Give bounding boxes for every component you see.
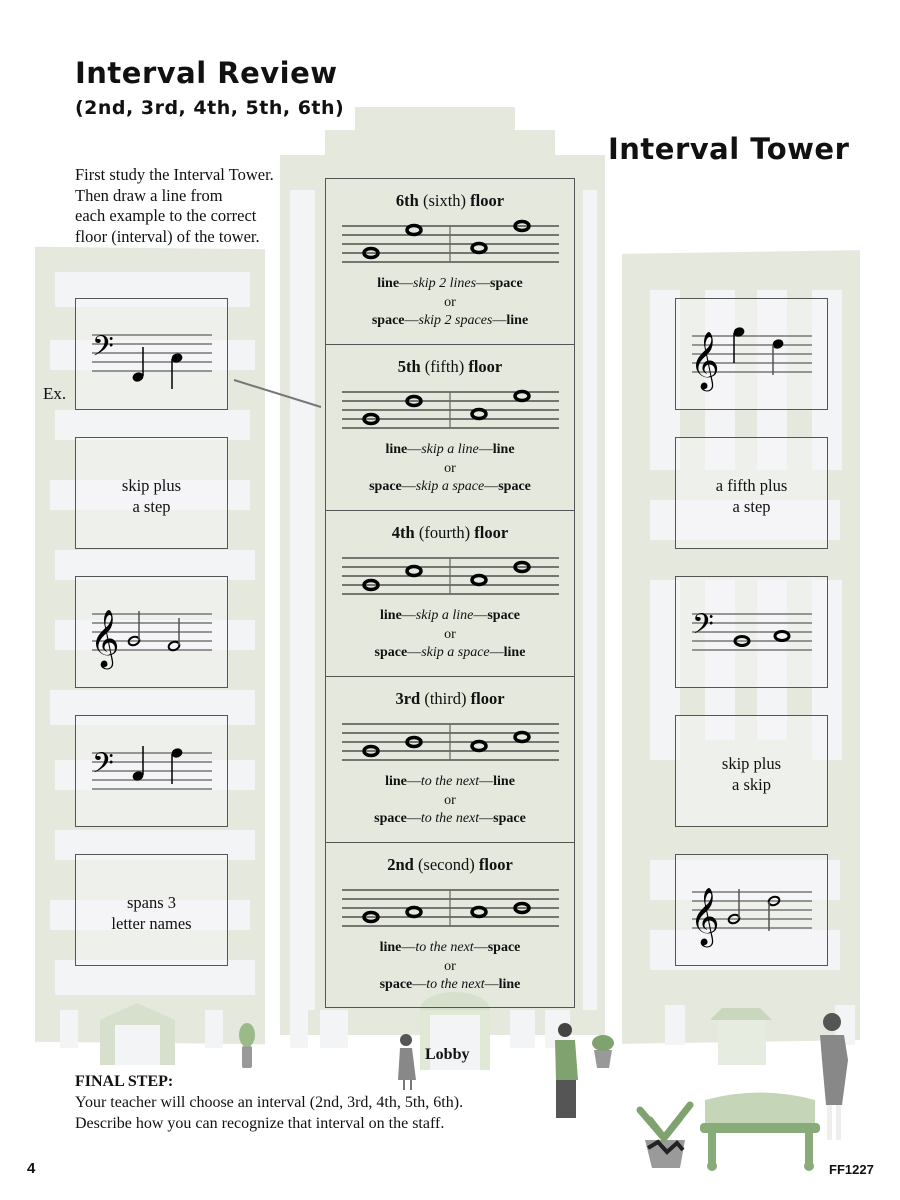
instruction-line: floor (interval) of the tower.: [75, 226, 260, 246]
floor-description: line—skip a line—space or space—skip a space—line: [374, 608, 526, 660]
box-text: a fifth plus: [715, 476, 788, 495]
svg-text:𝄞: 𝄞: [690, 331, 720, 389]
svg-text:𝄢: 𝄢: [92, 330, 114, 370]
box-text: spans 3: [126, 893, 177, 912]
floor-description: line—skip 2 lines—space or space—skip 2 spaces—line: [371, 276, 529, 328]
example-box-left-4[interactable]: [75, 715, 228, 827]
floor-5th[interactable]: [326, 345, 574, 511]
tower-title: Interval Tower: [608, 132, 850, 166]
treble-staff-icon: [676, 855, 829, 967]
example-box-right-3[interactable]: [675, 576, 828, 688]
page-title: Interval Review: [75, 56, 338, 90]
bass-staff-icon: [76, 299, 229, 411]
example-box-right-1[interactable]: [675, 298, 828, 410]
floor-2nd[interactable]: [326, 843, 574, 1009]
floor-description: line—skip a line—line or space—skip a space—space: [369, 442, 531, 494]
floor-3rd[interactable]: [326, 677, 574, 843]
instruction-line: First study the Interval Tower.: [75, 165, 274, 184]
svg-text:𝄞: 𝄞: [90, 609, 120, 667]
box-text: skip plus: [121, 476, 182, 495]
interval-tower: [325, 178, 575, 1008]
example-label: Ex.: [43, 384, 67, 403]
example-box-right-4[interactable]: [675, 715, 828, 827]
bass-staff-icon: [76, 716, 229, 828]
treble-staff-icon: [676, 299, 829, 411]
example-box-left-1[interactable]: [75, 298, 228, 410]
box-text: skip plus: [721, 754, 782, 773]
final-step: [75, 1071, 463, 1134]
floor-title: 4th (fourth) floor: [391, 523, 509, 542]
svg-text:𝄞: 𝄞: [690, 887, 720, 945]
product-code: FF1227: [829, 1162, 874, 1177]
instruction-line: each example to the correct: [75, 206, 257, 225]
page-subtitle: (2nd, 3rd, 4th, 5th, 6th): [75, 97, 345, 119]
bass-staff-icon: [676, 577, 829, 689]
page-number: 4: [27, 1160, 36, 1177]
floor-description: line—to the next—space or space—to the next—line: [379, 940, 521, 992]
svg-text:𝄢: 𝄢: [92, 747, 114, 787]
floor-title: 3rd (third) floor: [395, 689, 505, 708]
example-box-left-5[interactable]: [75, 854, 228, 966]
box-text: letter names: [111, 914, 192, 933]
example-box-left-2[interactable]: [75, 437, 228, 549]
example-box-right-5[interactable]: [675, 854, 828, 966]
floor-title: 2nd (second) floor: [387, 855, 513, 874]
floor-description: line—to the next—line or space—to the next—space: [374, 774, 526, 826]
floor-title: 5th (fifth) floor: [397, 357, 503, 376]
example-box-left-3[interactable]: [75, 576, 228, 688]
example-box-right-2[interactable]: [675, 437, 828, 549]
final-step-heading: FINAL STEP:: [75, 1073, 174, 1090]
floor-title: 6th (sixth) floor: [395, 191, 505, 210]
box-text: a step: [132, 497, 171, 516]
lobby-label: Lobby: [425, 1046, 470, 1063]
box-text: a skip: [732, 775, 771, 794]
svg-text:𝄢: 𝄢: [692, 608, 714, 648]
final-step-line: Your teacher will choose an interval (2nd, 3rd, 4th, 5th, 6th).: [75, 1094, 464, 1111]
box-text: a step: [732, 497, 771, 516]
treble-staff-icon: [76, 577, 229, 689]
instruction-line: Then draw a line from: [75, 185, 223, 205]
final-step-line: Describe how you can recognize that interval on the staff.: [75, 1115, 445, 1132]
floor-4th[interactable]: [326, 511, 574, 677]
floor-6th[interactable]: [326, 179, 574, 345]
